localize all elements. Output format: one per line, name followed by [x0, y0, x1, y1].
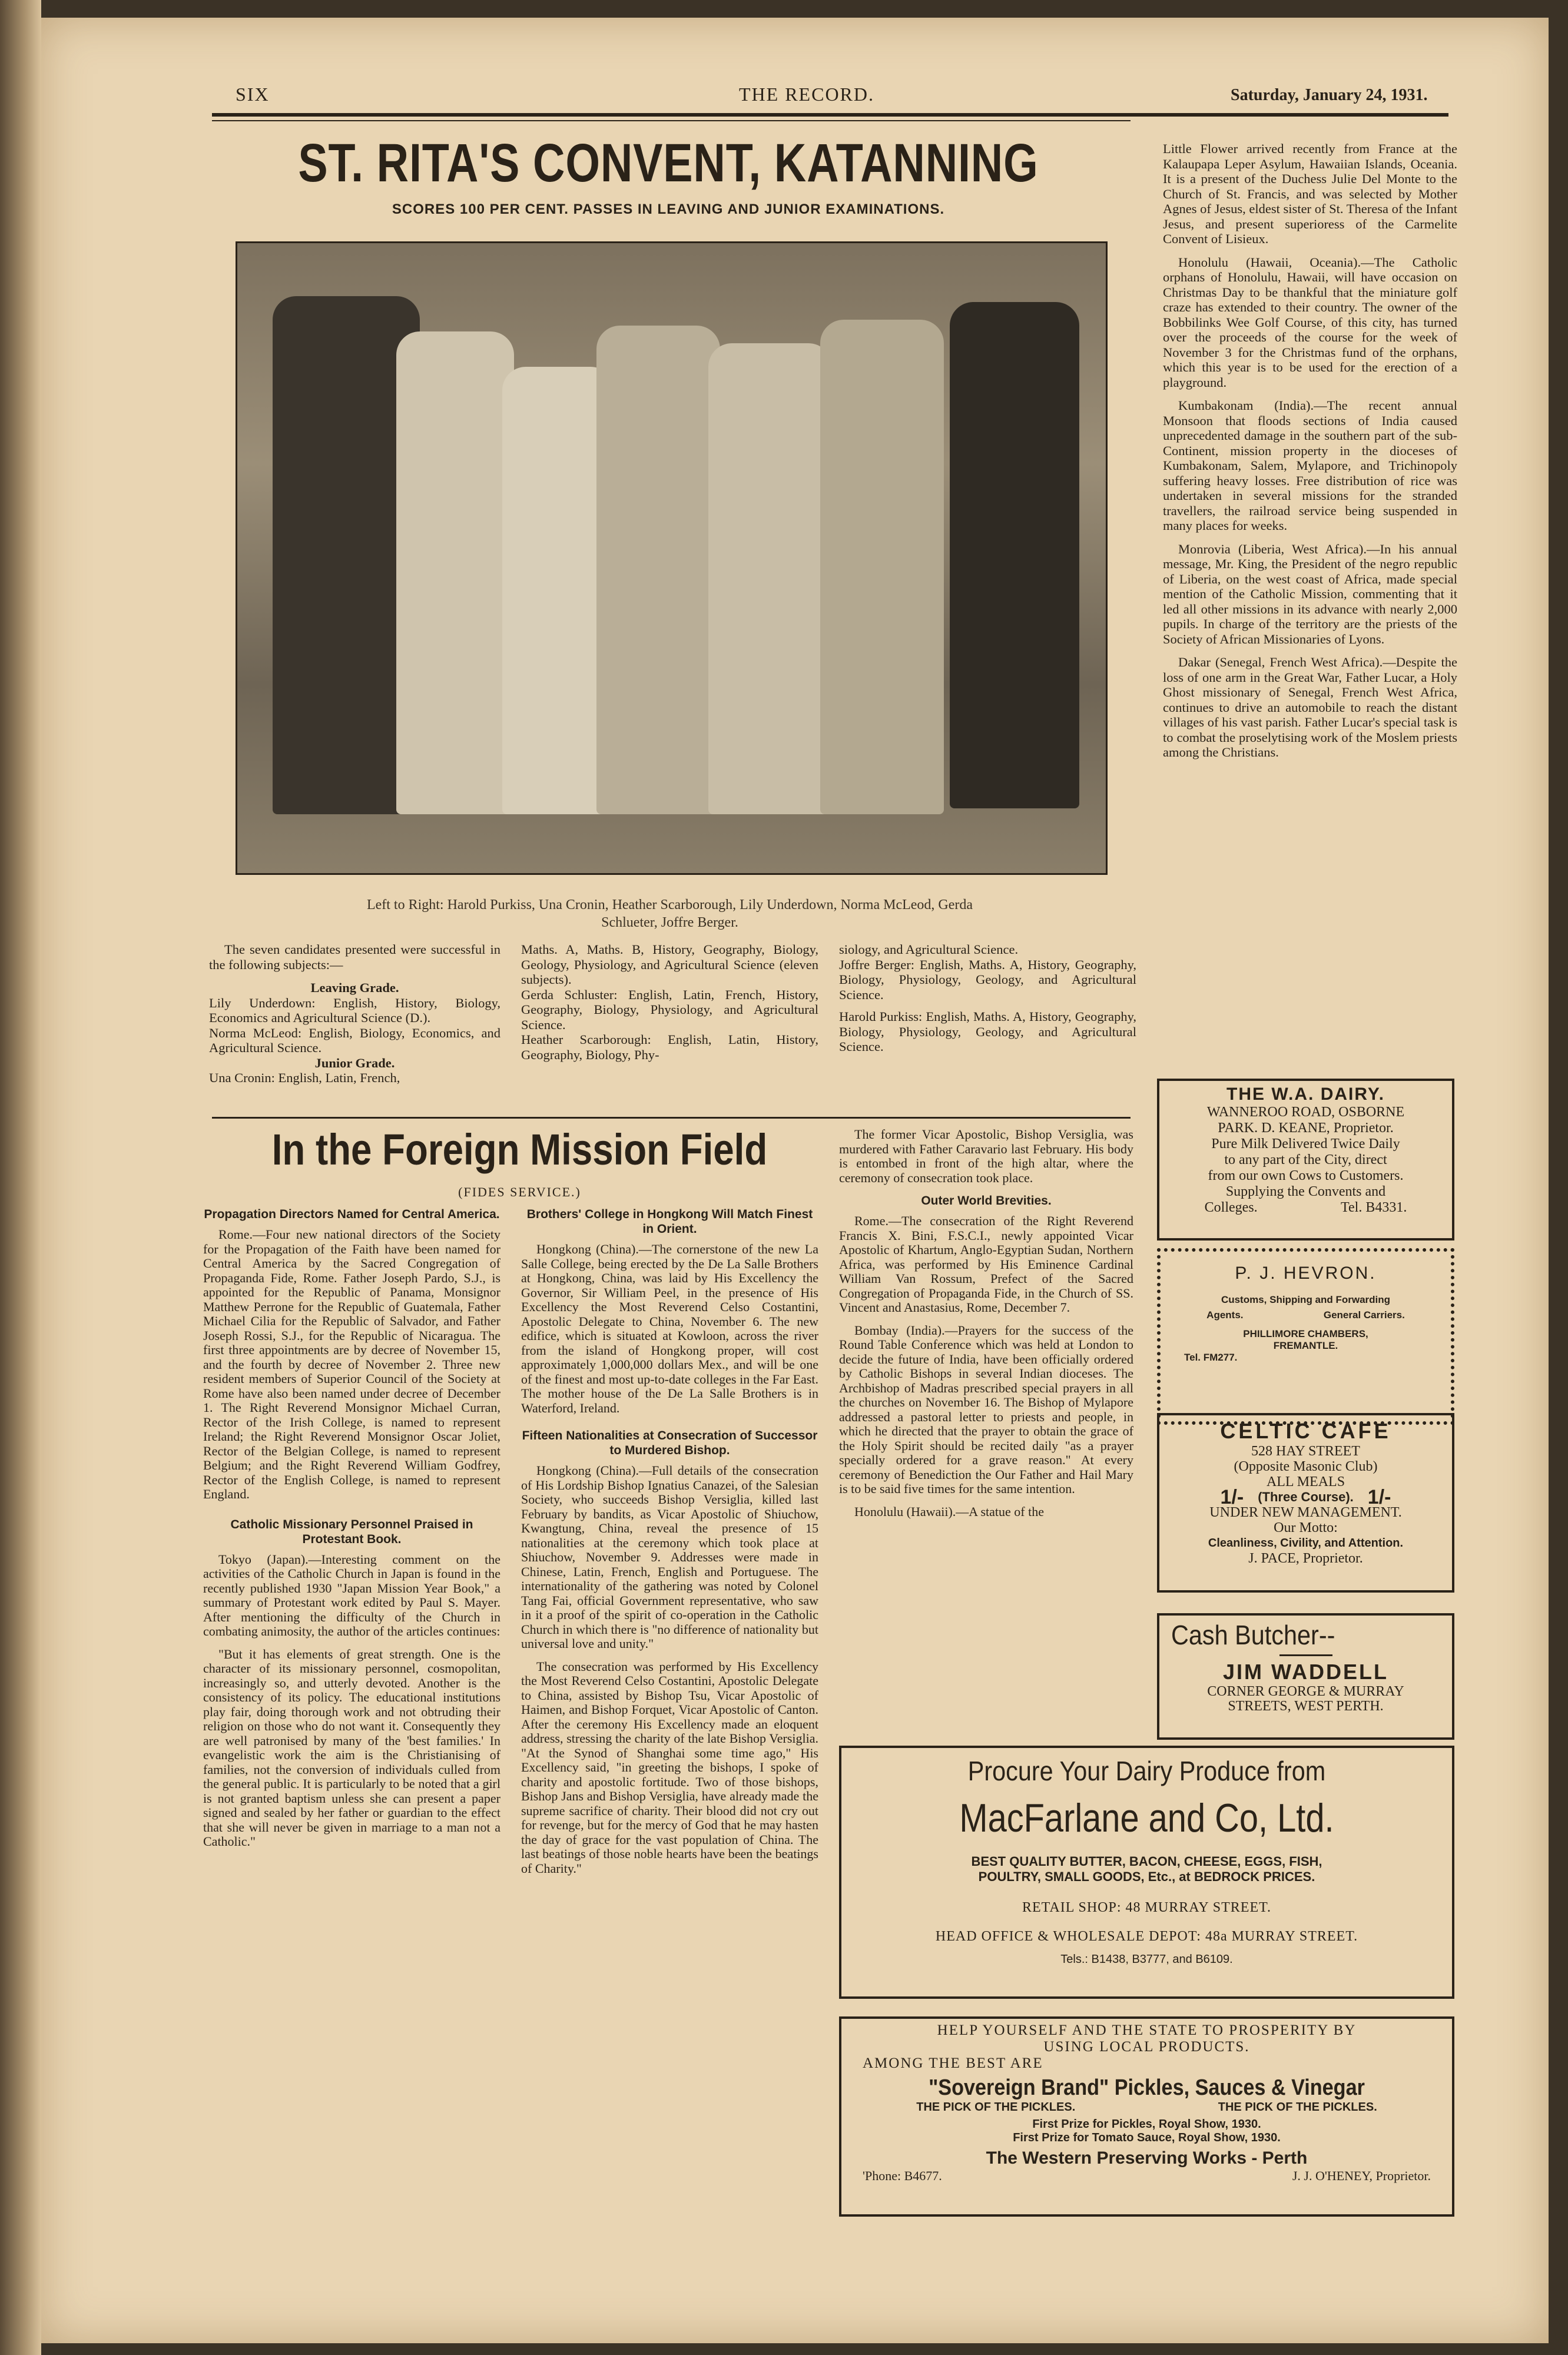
- ad-brand: "Sovereign Brand" Pickles, Sauces & Vinegar: [929, 2075, 1365, 2100]
- foreign-column-3: [839, 1127, 1133, 1527]
- ad-line: First Prize for Tomato Sauce, Royal Show, 1930.: [1013, 2131, 1281, 2144]
- ad-line: BEST QUALITY BUTTER, BACON, CHEESE, EGGS, FISH,: [971, 1854, 1322, 1869]
- paragraph: Bombay (India).—Prayers for the success of the Round Table Conference which was held at London to decide the future of India, have been officially ordered by Catholic Bishops in several Indian dioceses. The Archbishop of Madras prescribed special prayers in all the churches on November 16. The Bishop of Mylapore addressed a pastoral letter to priests and people, in which he directed that the prayer to obtain the grace of the Holy Spirit should be recited daily "as a prayer specially ordered for a grave reason." At every ceremony of Benediction the Our Father and Hail Mary is to be said five times for the same intention.: [839, 1322, 1133, 1496]
- article-heading: Outer World Brevities.: [921, 1194, 1052, 1208]
- ad-wa-dairy: [1157, 1079, 1454, 1240]
- paragraph: Una Cronin: English, Latin, French,: [209, 1070, 400, 1085]
- rita-column-3: [839, 942, 1136, 1054]
- article-heading: Fifteen Nationalities at Consecration of Successor to Murdered Bishop.: [522, 1429, 818, 1457]
- ad-line: USING LOCAL PRODUCTS.: [1043, 2039, 1250, 2055]
- ad-company-name: MacFarlane and Co, Ltd.: [959, 1796, 1334, 1840]
- paragraph: Gerda Schluster: English, Latin, French, History, Geography, Biology, Physiology, and Agricultural Science.: [521, 987, 818, 1032]
- paragraph: The seven candidates presented were successful in the following subjects:—: [209, 942, 500, 972]
- ad-line: HEAD OFFICE & WHOLESALE DEPOT: 48a MURRAY STREET.: [935, 1929, 1358, 1944]
- photo-figure: [820, 320, 944, 814]
- photo-figure: [708, 343, 832, 814]
- article-heading: Propagation Directors Named for Central America.: [204, 1208, 500, 1221]
- ad-hevron: [1157, 1248, 1454, 1425]
- rita-title: ST. RITA'S CONVENT, KATANNING: [298, 133, 1039, 193]
- ad-line: Our Motto:: [1274, 1520, 1338, 1535]
- paragraph: Rome.—Four new national directors of the Society for the Propagation of the Faith have been named for Central America by the Sacred Congregation of Propaganda Fide, Rome. Father Joseph Pardo, S.J., is appointed for the Republic of Panama, Monsignor Matthew Perrone for the Republic of Guatemala, Father Michael Cilia for the Republic of Salvador, and Father Joseph Rossi, S.J., for the Republic of Nicaragua. The first three appointments are by decree of November 15, and the fourth by decree of November 2. Three new resident members of Superior Council of the Society at Rome have also been named under decree of December 1. The Right Reverend Monsignor Michael Curran, Rector of the Irish College, is named to represent Ireland; the Right Reverend Monsignor Oscar Joliet, Rector of the Belgian College, is named to represent Belgium; and the Right Reverend William Godfrey, Rector of the English College, is named to represent England.: [203, 1227, 500, 1501]
- paragraph: Hongkong (China).—The cornerstone of the new La Salle College, being erected by the De La Salle Brothers at Hongkong, China, was laid by His Excellency the Governor, Sir William Peel, in the presence of His Excellency the Most Reverend Celso Costantini, Apostolic Delegate to China, November 6. The new edifice, which is situated at Kowloon, across the river from the island of Hongkong proper, will cost approximately 1,000,000 dollars Mex., and will be one of the finest and most up-to-date colleges in the Far East. The mother house of the De La Salle Brothers is in Waterford, Ireland.: [521, 1242, 818, 1415]
- fides-service: (FIDES SERVICE.): [458, 1185, 581, 1199]
- paper-name: THE RECORD.: [739, 84, 874, 105]
- ad-line: (Opposite Masonic Club): [1234, 1459, 1378, 1474]
- paragraph: Maths. A, Maths. B, History, Geography, Biology, Geology, Physiology, and Agricultural Science (eleven subjects).: [521, 942, 818, 987]
- ad-macfarlane: [839, 1746, 1454, 1999]
- caption-line: Left to Right: Harold Purkiss, Una Cronin, Heather Scarborough, Lily Underdown, Norma McLeod, Gerda: [366, 897, 973, 913]
- ad-line: General Carriers.: [1323, 1309, 1405, 1321]
- ad-line: CORNER GEORGE & MURRAY: [1207, 1684, 1404, 1699]
- photo-figure: [950, 302, 1079, 808]
- ad-title: P. J. HEVRON.: [1235, 1263, 1377, 1283]
- ad-name: JIM WADDELL: [1223, 1660, 1388, 1684]
- issue-date: Saturday, January 24, 1931.: [1231, 86, 1428, 104]
- photo-figure: [396, 331, 514, 814]
- ad-line: Colleges.: [1204, 1200, 1258, 1215]
- ad-price: 1/-: [1220, 1486, 1244, 1508]
- ad-line: WANNEROO ROAD, OSBORNE: [1206, 1104, 1405, 1120]
- grade-heading: Leaving Grade.: [310, 980, 399, 995]
- mission-notes-column: [1163, 141, 1457, 768]
- page-edge: [0, 0, 41, 2355]
- ad-line: 528 HAY STREET: [1251, 1444, 1360, 1459]
- paragraph: Dakar (Senegal, French West Africa).—Despite the loss of one arm in the Great War, Father Lucar, a Holy Ghost missionary of Senegal, French West Africa, continues to drive an automobile to reach the distant villages of his vast parish. Father Lucar's special task is to combat the proselytising work of the Moslem priests among the Christians.: [1163, 655, 1457, 759]
- caption-line: Schlueter, Joffre Berger.: [601, 915, 738, 930]
- photo-figure: [596, 326, 720, 814]
- ad-line: STREETS, WEST PERTH.: [1228, 1699, 1384, 1714]
- foreign-title: In the Foreign Mission Field: [271, 1125, 768, 1174]
- article-heading: Catholic Missionary Personnel Praised in Protestant Book.: [230, 1517, 473, 1546]
- page-number: SIX: [236, 84, 270, 105]
- paragraph: Tokyo (Japan).—Interesting comment on the activities of the Catholic Church in Japan is found in the recently published 1930 "Japan Mission Year Book," a summary of Protestant work edited by Paul S. Mayer. After mentioning the difficulty of the Church in combating animosity, the author of the articles continues:: [203, 1551, 500, 1638]
- ad-line: RETAIL SHOP: 48 MURRAY STREET.: [1022, 1900, 1271, 1915]
- ad-price: 1/-: [1367, 1486, 1391, 1508]
- section-rule: [212, 1117, 1131, 1119]
- ad-sovereign-brand: [839, 2016, 1454, 2217]
- ad-line: PARK. D. KEANE, Proprietor.: [1218, 1120, 1394, 1136]
- ad-telephone: Tels.: B1438, B3777, and B6109.: [1060, 1953, 1233, 1966]
- ad-line: THE PICK OF THE PICKLES.: [1218, 2101, 1377, 2114]
- ad-telephone: 'Phone: B4677.: [863, 2168, 942, 2183]
- paragraph: The consecration was performed by His Excellency the Most Reverend Celso Costantini, Apostolic Delegate to China, assisted by Bishop Tsu, Vicar Apostolic of Haimen, and Bishop Forquet, Vicar Apostolic of Canton. After the ceremony His Excellency made an eloquent address, stressing the charity of the late Bishop Versiglia. "At the Synod of Shanghai some time ago," His Excellency said, "in greeting the bishops, I spoke of charity and apostolic fortitude. Two of those bishops, Bishop Jans and Bishop Versiglia, have already made the supreme sacrifice of charity. Their blood did not cry out for revenge, but for the mercy of God that he may hasten the day of grace for the vast population of China. The last beatings of those noble hearts have been the beatings of Charity.": [521, 1659, 818, 1876]
- ad-title: THE W.A. DAIRY.: [1226, 1084, 1385, 1104]
- paragraph: Kumbakonam (India).—The recent annual Monsoon that floods sections of India caused unprecedented damage in the southern part of the sub-Continent, mission property in the dioceses of Kumbakonam, Salem, Mylapore, and Trichinopoly suffering heavy losses. Free distribution of rice was undertaken in several missions for the stranded travellers, the railroad service being suspended in many places for weeks.: [1163, 398, 1457, 533]
- rita-column-1: [209, 942, 500, 1086]
- ad-line: THE PICK OF THE PICKLES.: [916, 2101, 1076, 2114]
- paragraph: Norma McLeod: English, Biology, Economics, and Agricultural Science.: [209, 1025, 500, 1055]
- ad-line: J. PACE, Proprietor.: [1248, 1551, 1363, 1566]
- ad-line: Agents.: [1206, 1309, 1244, 1321]
- header-rule: [212, 113, 1448, 117]
- ad-title: Procure Your Dairy Produce from: [967, 1756, 1326, 1786]
- ad-line: Cleanliness, Civility, and Attention.: [1208, 1537, 1404, 1550]
- ad-telephone: Tel. B4331.: [1341, 1200, 1407, 1215]
- ad-line: ALL MEALS: [1266, 1474, 1345, 1490]
- paragraph: Monrovia (Liberia, West Africa).—In his annual message, Mr. King, the President of the negro republic of Liberia, on the west coast of Africa, made special mention of the Catholic Mission, commenting that it led all other missions in its advance with nearly 2,000 pupils. In charge of the territory are the priests of the Society of African Missionaries of Lyons.: [1163, 541, 1457, 646]
- paragraph: Hongkong (China).—Full details of the consecration of His Lordship Bishop Ignatius Canazei, of the Salesian Society, who succeeds Bishop Versiglia, killed last February by bandits, as Vicar Apostolic of Shiuchow, Kwangtung, China, reveal the presence of 15 nationalities at the ceremony which took place at Shiuchow, November 9. Addresses were made in Chinese, Latin, French, English and Portuguese. The internationality of the gathering was noted by Colonel Tang Fai, official Government representative, who saw in it a proof of the spirit of co-operation in the Catholic Church in which there is "no difference of nationality but universal love and unity.": [521, 1463, 818, 1651]
- ad-line: Supplying the Convents and: [1225, 1184, 1386, 1199]
- ad-line: (Three Course).: [1258, 1490, 1354, 1504]
- header-rule-thin: [212, 120, 1131, 121]
- rita-column-2: [521, 942, 818, 1062]
- ad-cash-butcher: [1157, 1613, 1454, 1740]
- ad-line: Customs, Shipping and Forwarding: [1221, 1294, 1391, 1305]
- ad-line: UNDER NEW MANAGEMENT.: [1209, 1505, 1402, 1520]
- ad-line: PHILLIMORE CHAMBERS,: [1243, 1328, 1368, 1339]
- paragraph: siology, and Agricultural Science.: [839, 942, 1019, 957]
- ad-telephone: Tel. FM277.: [1184, 1352, 1238, 1363]
- ad-line: The Western Preserving Works - Perth: [986, 2148, 1308, 2168]
- ad-line: J. J. O'HENEY, Proprietor.: [1292, 2168, 1431, 2183]
- ad-line: First Prize for Pickles, Royal Show, 1930.: [1032, 2118, 1261, 2131]
- ad-title: Cash Butcher--: [1171, 1620, 1335, 1650]
- photo-caption: [236, 896, 1104, 931]
- paragraph: Honolulu (Hawaii).—A statue of the: [854, 1504, 1044, 1519]
- ad-line: HELP YOURSELF AND THE STATE TO PROSPERITY BY: [937, 2022, 1357, 2038]
- ad-line: AMONG THE BEST ARE: [863, 2055, 1043, 2071]
- rita-subtitle: SCORES 100 PER CENT. PASSES IN LEAVING AND JUNIOR EXAMINATIONS.: [392, 201, 945, 217]
- ad-line: POULTRY, SMALL GOODS, Etc., at BEDROCK PRICES.: [978, 1869, 1315, 1884]
- foreign-column-1: [203, 1201, 500, 1858]
- ad-line: Pure Milk Delivered Twice Daily: [1211, 1136, 1400, 1152]
- paragraph: Lily Underdown: English, History, Biology, Economics and Agricultural Science (D.).: [209, 995, 500, 1025]
- grade-heading: Junior Grade.: [314, 1055, 395, 1070]
- ad-celtic-cafe: [1157, 1413, 1454, 1593]
- ad-rule: [1279, 1654, 1332, 1656]
- class-photo: [236, 241, 1108, 875]
- foreign-column-2: [521, 1201, 818, 1884]
- paragraph: Heather Scarborough: English, Latin, History, Geography, Biology, Phy-: [521, 1032, 818, 1062]
- paragraph: "But it has elements of great strength. One is the character of its missionary personnel, cosmopolitan, increasingly so, and utterly devoted. Another is the consistency of its policy. The educational institutions play fair, doing thorough work and not obtruding their religion on those who do not want it. Consequently they are well patronised by many of the 'best families.' In evangelistic work the aim is the Christianising of families, not the conversion of individuals culled from the general public. It is particularly to be noted that a girl is not granted baptism unless she can present a paper signed and sealed by her father or guardian to the effect that she will never be given in marriage to a man not a Catholic.": [203, 1646, 500, 1849]
- ad-title: CELTIC CAFE: [1220, 1419, 1391, 1443]
- ad-line: from our own Cows to Customers.: [1208, 1168, 1404, 1183]
- paragraph: Joffre Berger: English, Maths. A, History, Geography, Biology, Physiology, Geology, and Agricultural Science.: [839, 957, 1136, 1002]
- paragraph: Honolulu (Hawaii, Oceania).—The Catholic orphans of Honolulu, Hawaii, will have occasion on Christmas Day to be thankful that the miniature golf craze has extended to their country. The owner of the Bobbilinks Wee Golf Course, of this city, has turned over the proceeds of the course for the week of November 3 for the Christmas fund of the orphans, which this year is to be used for the erection of a playground.: [1163, 254, 1457, 390]
- ad-line: FREMANTLE.: [1273, 1340, 1338, 1351]
- paragraph: Little Flower arrived recently from France at the Kalaupapa Leper Asylum, Hawaiian Islands, Oceania. It is a present of the Duchess Julie Del Monte to the Church of St. Francis, and was selected by Mother Agnes of Jesus, eldest sister of St. Theresa of the Infant Jesus, and present superioress of the Carmelite Convent of Lisieux.: [1163, 141, 1457, 246]
- article-heading: Brothers' College in Hongkong Will Match Finest in Orient.: [526, 1208, 813, 1236]
- ad-line: to any part of the City, direct: [1224, 1152, 1387, 1167]
- paragraph: The former Vicar Apostolic, Bishop Versiglia, was murdered with Father Caravario last February. His body is entombed in front of the high altar, where the ceremony of consecration took place.: [839, 1127, 1133, 1185]
- paragraph: Rome.—The consecration of the Right Reverend Francis X. Bini, F.S.C.I., newly appointed Vicar Apostolic of Khartum, Anglo-Egyptian Sudan, Northern Africa, was performed by His Eminence Cardinal William Van Rossum, Prefect of the Sacred Congregation of Propaganda Fide, in the Church of SS. Vincent and Anastasius, Rome, December 7.: [839, 1213, 1133, 1315]
- paragraph: Harold Purkiss: English, Maths. A, History, Geography, Biology, Physiology, Geology, and Agricultural Science.: [839, 1009, 1136, 1054]
